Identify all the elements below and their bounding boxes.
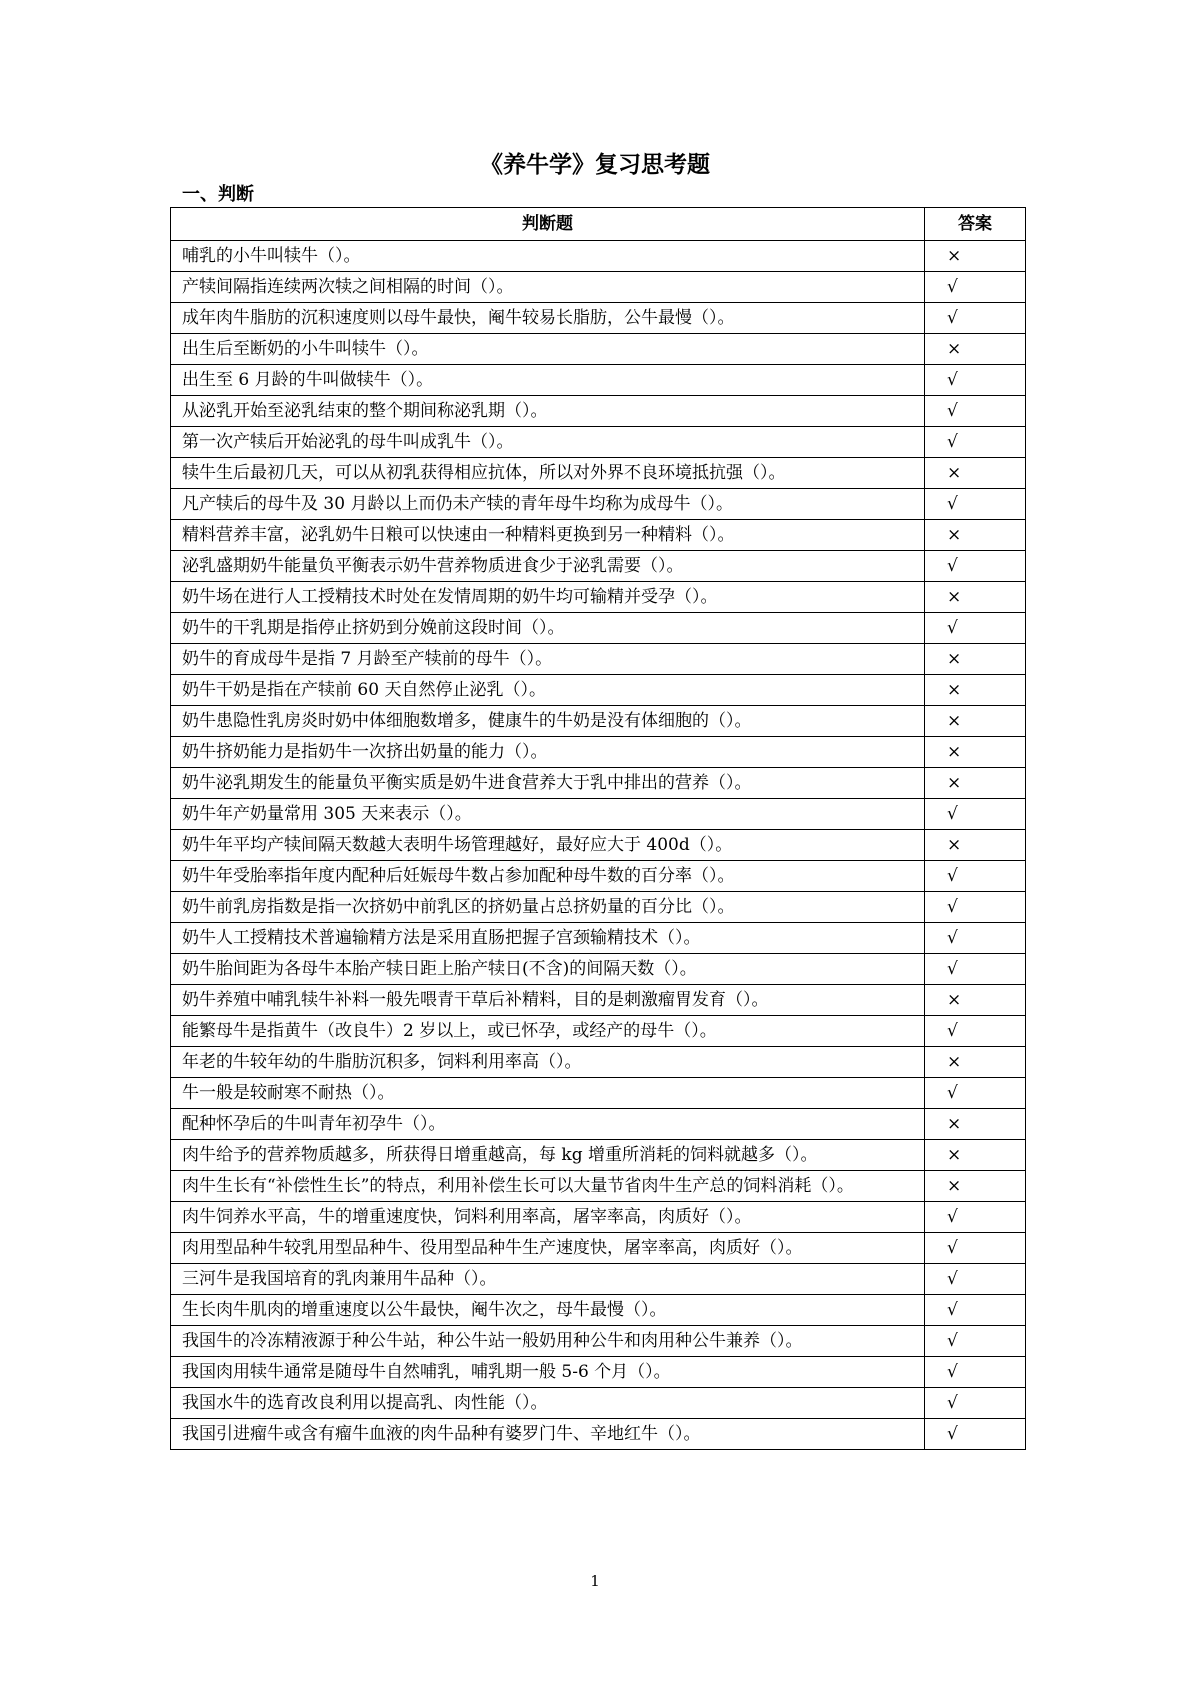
- question-cell: 奶牛年产奶量常用 305 天来表示（）。: [171, 799, 925, 830]
- table-row: [171, 768, 1026, 799]
- question-cell: 出生至 6 月龄的牛叫做犊牛（）。: [171, 365, 925, 396]
- answer-cell: √: [925, 1295, 1026, 1326]
- table-row: [171, 1233, 1026, 1264]
- table-body: [171, 241, 1026, 1450]
- answer-cell: √: [925, 1419, 1026, 1450]
- question-cell: 凡产犊后的母牛及 30 月龄以上而仍未产犊的青年母牛均称为成母牛（）。: [171, 489, 925, 520]
- judgment-table: [170, 207, 1026, 1450]
- question-cell: 奶牛胎间距为各母牛本胎产犊日距上胎产犊日(不含)的间隔天数（）。: [171, 954, 925, 985]
- answer-cell: ×: [925, 1047, 1026, 1078]
- answer-cell: √: [925, 303, 1026, 334]
- table-row: [171, 1016, 1026, 1047]
- table-row: [171, 458, 1026, 489]
- question-cell: 犊牛生后最初几天，可以从初乳获得相应抗体，所以对外界不良环境抵抗强（）。: [171, 458, 925, 489]
- answer-cell: ×: [925, 1140, 1026, 1171]
- table-row: [171, 985, 1026, 1016]
- question-cell: 奶牛泌乳期发生的能量负平衡实质是奶牛进食营养大于乳中排出的营养（）。: [171, 768, 925, 799]
- answer-cell: √: [925, 1202, 1026, 1233]
- question-cell: 我国肉用犊牛通常是随母牛自然哺乳，哺乳期一般 5-6 个月（）。: [171, 1357, 925, 1388]
- table-row: [171, 489, 1026, 520]
- answer-cell: √: [925, 489, 1026, 520]
- answer-cell: ×: [925, 830, 1026, 861]
- table-row: [171, 365, 1026, 396]
- answer-cell: ×: [925, 675, 1026, 706]
- question-cell: 奶牛年受胎率指年度内配种后妊娠母牛数占参加配种母牛数的百分率（）。: [171, 861, 925, 892]
- answer-cell: ×: [925, 1171, 1026, 1202]
- table-row: [171, 303, 1026, 334]
- table-row: [171, 1326, 1026, 1357]
- question-cell: 我国牛的冷冻精液源于种公牛站，种公牛站一般奶用种公牛和肉用种公牛兼养（）。: [171, 1326, 925, 1357]
- answer-cell: ×: [925, 520, 1026, 551]
- table-row: [171, 1264, 1026, 1295]
- question-cell: 我国水牛的选育改良利用以提高乳、肉性能（）。: [171, 1388, 925, 1419]
- table-row: [171, 1202, 1026, 1233]
- table-row: [171, 1078, 1026, 1109]
- question-cell: 泌乳盛期奶牛能量负平衡表示奶牛营养物质进食少于泌乳需要（）。: [171, 551, 925, 582]
- question-cell: 哺乳的小牛叫犊牛（）。: [171, 241, 925, 272]
- answer-cell: √: [925, 1264, 1026, 1295]
- answer-cell: √: [925, 427, 1026, 458]
- question-cell: 年老的牛较年幼的牛脂肪沉积多，饲料利用率高（）。: [171, 1047, 925, 1078]
- answer-cell: ×: [925, 334, 1026, 365]
- table-row: [171, 675, 1026, 706]
- question-cell: 配种怀孕后的牛叫青年初孕牛（）。: [171, 1109, 925, 1140]
- question-cell: 成年肉牛脂肪的沉积速度则以母牛最快，阉牛较易长脂肪，公牛最慢（）。: [171, 303, 925, 334]
- header-answer: 答案: [925, 208, 1026, 241]
- answer-cell: ×: [925, 644, 1026, 675]
- table-row: [171, 334, 1026, 365]
- answer-cell: ×: [925, 582, 1026, 613]
- answer-cell: √: [925, 923, 1026, 954]
- answer-cell: √: [925, 1233, 1026, 1264]
- answer-cell: ×: [925, 985, 1026, 1016]
- section-heading: 一、判断: [182, 184, 254, 205]
- table-row: [171, 644, 1026, 675]
- table-row: [171, 1295, 1026, 1326]
- question-cell: 奶牛挤奶能力是指奶牛一次挤出奶量的能力（）。: [171, 737, 925, 768]
- answer-cell: ×: [925, 1109, 1026, 1140]
- table-row: [171, 396, 1026, 427]
- question-cell: 牛一般是较耐寒不耐热（）。: [171, 1078, 925, 1109]
- question-cell: 肉牛生长有“补偿性生长”的特点，利用补偿生长可以大量节省肉牛生产总的饲料消耗（）。: [171, 1171, 925, 1202]
- table-row: [171, 1109, 1026, 1140]
- table-row: [171, 706, 1026, 737]
- question-cell: 能繁母牛是指黄牛（改良牛）2 岁以上，或已怀孕，或经产的母牛（）。: [171, 1016, 925, 1047]
- table-row: [171, 241, 1026, 272]
- question-cell: 产犊间隔指连续两次犊之间相隔的时间（）。: [171, 272, 925, 303]
- question-cell: 出生后至断奶的小牛叫犊牛（）。: [171, 334, 925, 365]
- question-cell: 奶牛的干乳期是指停止挤奶到分娩前这段时间（）。: [171, 613, 925, 644]
- answer-cell: √: [925, 954, 1026, 985]
- answer-cell: ×: [925, 241, 1026, 272]
- table-row: [171, 1388, 1026, 1419]
- answer-cell: ×: [925, 706, 1026, 737]
- question-cell: 奶牛人工授精技术普遍输精方法是采用直肠把握子宫颈输精技术（）。: [171, 923, 925, 954]
- table-row: [171, 923, 1026, 954]
- question-cell: 奶牛的育成母牛是指 7 月龄至产犊前的母牛（）。: [171, 644, 925, 675]
- table-row: [171, 737, 1026, 768]
- answer-cell: √: [925, 1078, 1026, 1109]
- answer-cell: √: [925, 861, 1026, 892]
- table-row: [171, 892, 1026, 923]
- question-cell: 奶牛场在进行人工授精技术时处在发情周期的奶牛均可输精并受孕（）。: [171, 582, 925, 613]
- table-row: [171, 613, 1026, 644]
- question-cell: 从泌乳开始至泌乳结束的整个期间称泌乳期（）。: [171, 396, 925, 427]
- table-header-row: [171, 208, 1026, 241]
- table-row: [171, 582, 1026, 613]
- answer-cell: √: [925, 272, 1026, 303]
- table-row: [171, 520, 1026, 551]
- question-cell: 奶牛年平均产犊间隔天数越大表明牛场管理越好，最好应大于 400d（）。: [171, 830, 925, 861]
- answer-cell: √: [925, 892, 1026, 923]
- answer-cell: ×: [925, 458, 1026, 489]
- table-row: [171, 1357, 1026, 1388]
- question-cell: 肉牛饲养水平高，牛的增重速度快，饲料利用率高，屠宰率高，肉质好（）。: [171, 1202, 925, 1233]
- question-cell: 奶牛养殖中哺乳犊牛补料一般先喂青干草后补精料，目的是刺激瘤胃发育（）。: [171, 985, 925, 1016]
- answer-cell: √: [925, 396, 1026, 427]
- answer-cell: √: [925, 365, 1026, 396]
- question-cell: 生长肉牛肌肉的增重速度以公牛最快，阉牛次之，母牛最慢（）。: [171, 1295, 925, 1326]
- question-cell: 肉牛给予的营养物质越多，所获得日增重越高，每 kg 增重所消耗的饲料就越多（）。: [171, 1140, 925, 1171]
- question-cell: 奶牛前乳房指数是指一次挤奶中前乳区的挤奶量占总挤奶量的百分比（）。: [171, 892, 925, 923]
- answer-cell: √: [925, 551, 1026, 582]
- table-row: [171, 954, 1026, 985]
- table-row: [171, 1047, 1026, 1078]
- answer-cell: √: [925, 1357, 1026, 1388]
- question-cell: 三河牛是我国培育的乳肉兼用牛品种（）。: [171, 1264, 925, 1295]
- table-row: [171, 272, 1026, 303]
- question-cell: 奶牛患隐性乳房炎时奶中体细胞数增多，健康牛的牛奶是没有体细胞的（）。: [171, 706, 925, 737]
- answer-cell: √: [925, 1326, 1026, 1357]
- question-cell: 我国引进瘤牛或含有瘤牛血液的肉牛品种有婆罗门牛、辛地红牛（）。: [171, 1419, 925, 1450]
- answer-cell: √: [925, 613, 1026, 644]
- answer-cell: √: [925, 1388, 1026, 1419]
- table-row: [171, 1419, 1026, 1450]
- question-cell: 精料营养丰富，泌乳奶牛日粮可以快速由一种精料更换到另一种精料（）。: [171, 520, 925, 551]
- answer-cell: √: [925, 1016, 1026, 1047]
- answer-cell: √: [925, 799, 1026, 830]
- table-row: [171, 427, 1026, 458]
- question-cell: 肉用型品种牛较乳用型品种牛、役用型品种牛生产速度快，屠宰率高，肉质好（）。: [171, 1233, 925, 1264]
- table-row: [171, 1171, 1026, 1202]
- header-question: 判断题: [171, 208, 925, 241]
- question-cell: 第一次产犊后开始泌乳的母牛叫成乳牛（）。: [171, 427, 925, 458]
- table-row: [171, 799, 1026, 830]
- table-row: [171, 861, 1026, 892]
- question-cell: 奶牛干奶是指在产犊前 60 天自然停止泌乳（）。: [171, 675, 925, 706]
- answer-cell: ×: [925, 768, 1026, 799]
- table-row: [171, 830, 1026, 861]
- table-row: [171, 551, 1026, 582]
- page-number: 1: [590, 1572, 600, 1590]
- answer-cell: ×: [925, 737, 1026, 768]
- page-title: 《养牛学》复习思考题: [480, 151, 710, 178]
- table-row: [171, 1140, 1026, 1171]
